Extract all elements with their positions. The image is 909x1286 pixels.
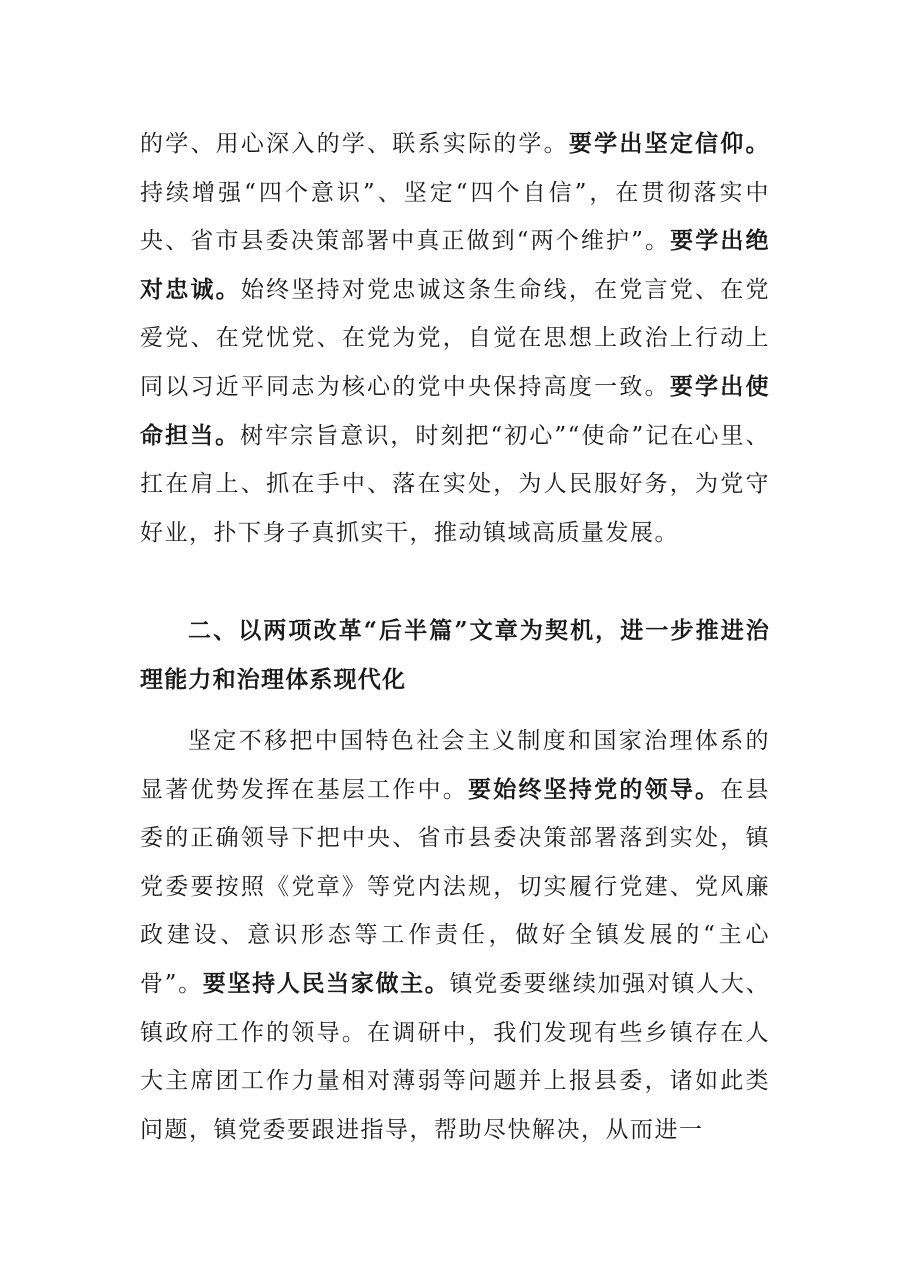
paragraph-bold-run: 要学出坚定信仰。 <box>568 130 771 157</box>
paragraph-bold-run: 要坚持人民当家做主。 <box>202 969 450 997</box>
paragraph-run: 树牢宗旨意识，时刻把“初心”“使命”记在心里、扛在肩上、抓在手中、落在实处，为人民服好务，为党守好业，扑下身子真抓实干，推动镇域高质量发展。 <box>140 422 770 546</box>
paragraph-bold-run: 要学出绝对忠诚。 <box>140 227 770 303</box>
section-heading-2: 二、以两项改革“后半篇”文章为契机，进一步推进治理能力和治理体系现代化 <box>140 617 770 693</box>
paragraph-run: 的学、用心深入的学、联系实际的学。 <box>140 131 569 157</box>
paragraph-run: 镇党委要继续加强对镇人大、镇政府工作的领导。在调研中，我们发现有些乡镇存在人大主席团工作力量相对薄弱等问题并上报县委，诸如此类问题，镇党委要跟进指导，帮助尽快解决，从而进一 <box>140 970 771 1143</box>
body-paragraph-1 <box>140 120 770 557</box>
paragraph-bold-run: 要始终坚持党的领导。 <box>467 775 721 803</box>
paragraph-run: 持续增强“四个意识”、坚定“四个自信”，在贯彻落实中央、省市县委决策部署中真正做到“两个维护”。 <box>140 179 770 255</box>
paragraph-bold-run: 要学出使命担当。 <box>140 372 771 449</box>
paragraph-run: 坚定不移把中国特色社会主义制度和国家治理体系的显著优势发挥在基层工作中。 <box>140 728 770 803</box>
paragraph-run: 在县委的正确领导下把中央、省市县委决策部署落到实处，镇党委要按照《党章》等党内法规，切实履行党建、党风廉政建设、意识形态等工作责任，做好全镇发展的“主心骨”。 <box>140 776 771 997</box>
body-paragraph-2 <box>140 717 770 1154</box>
paragraph-run: 始终坚持对党忠诚这条生命线，在党言党、在党爱党、在党忧党、在党为党，自觉在思想上政治上行动上同以习近平同志为核心的党中央保持高度一致。 <box>140 276 771 400</box>
